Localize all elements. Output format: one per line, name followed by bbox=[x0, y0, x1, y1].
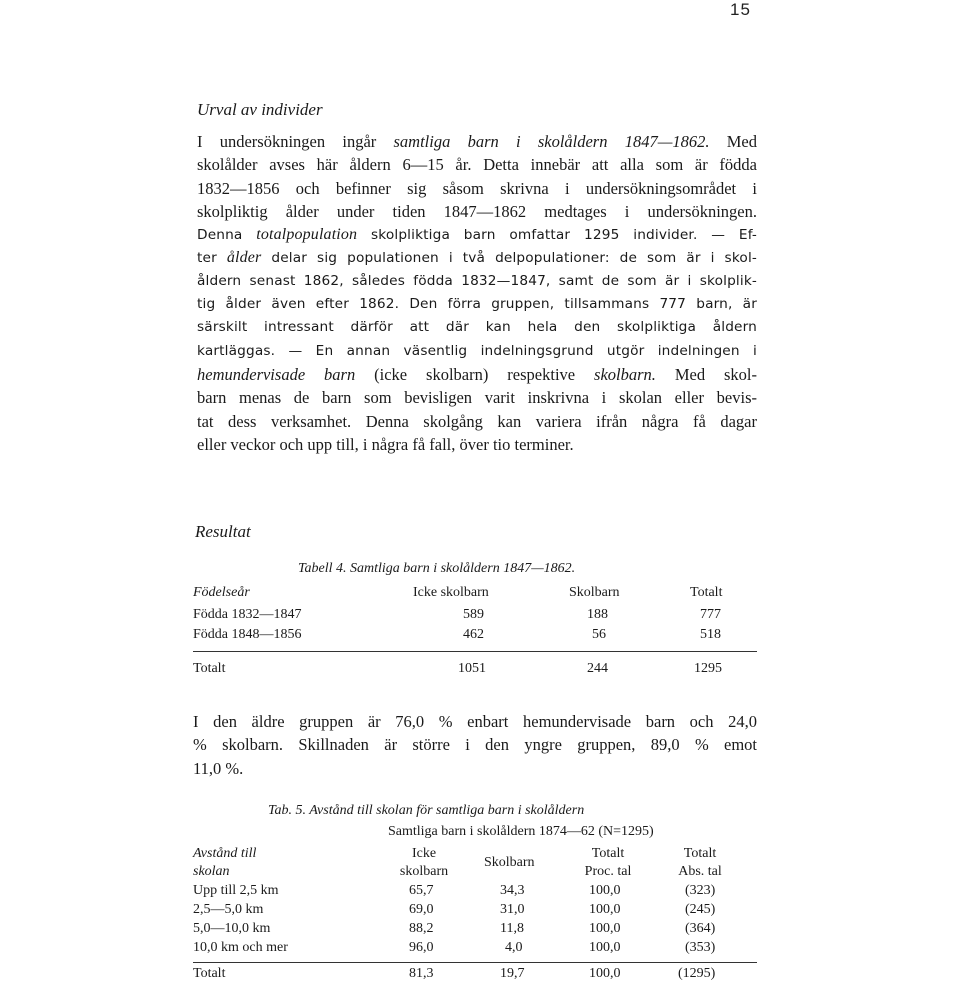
table-header-cell: Totalt bbox=[591, 846, 625, 861]
table-total-cell: 1051 bbox=[458, 661, 486, 676]
paragraph-line: barn menas de barn som bevisligen varit inskrivna i skolan eller bevis- bbox=[197, 388, 757, 408]
table-header-cell: Avstånd till bbox=[193, 846, 257, 861]
paragraph-line: särskilt intressant därför att där kan hela den skolpliktiga åldern bbox=[197, 319, 757, 336]
paragraph-line: skolpliktig ålder under tiden 1847—1862 medtages i undersökningen. bbox=[197, 201, 757, 221]
table-group-header: Samtliga barn i skolåldern 1874—62 (N=1295) bbox=[388, 824, 654, 839]
table-cell: 69,0 bbox=[409, 902, 434, 917]
table-header-cell: Proc. tal bbox=[584, 864, 632, 879]
table-total-cell: 244 bbox=[587, 661, 608, 676]
table-cell: Upp till 2,5 km bbox=[193, 883, 279, 898]
paragraph-line: % skolbarn. Skillnaden är större i den yngre gruppen, 89,0 % emot bbox=[193, 735, 757, 755]
table-cell: 188 bbox=[587, 607, 608, 622]
paragraph-line: tat dess verksamhet. Denna skolgång kan variera ifrån några få dagar bbox=[197, 411, 757, 431]
table-total-cell: 81,3 bbox=[409, 966, 434, 981]
table-cell: 518 bbox=[700, 627, 721, 642]
table-cell: 4,0 bbox=[505, 940, 523, 955]
table-header-cell: Skolbarn bbox=[484, 855, 535, 870]
paragraph-line: 11,0 %. bbox=[193, 758, 244, 778]
paragraph-line: I undersökningen ingår samtliga barn i skolåldern 1847—1862. Med bbox=[197, 132, 757, 151]
table-cell: Födda 1848—1856 bbox=[193, 627, 302, 642]
table-cell: 589 bbox=[463, 607, 484, 622]
table-cell: 2,5—5,0 km bbox=[193, 902, 264, 917]
page-number: 15 bbox=[730, 0, 751, 19]
table-cell: 88,2 bbox=[409, 921, 434, 936]
table-cell: 65,7 bbox=[409, 883, 434, 898]
table-header-cell: Födelseår bbox=[193, 585, 250, 600]
table-cell: 10,0 km och mer bbox=[193, 940, 288, 955]
table-header-cell: skolbarn bbox=[399, 864, 449, 879]
paragraph-urval bbox=[197, 130, 757, 456]
paragraph-line: åldern senast 1862, således födda 1832—1847, samt de som är i skolplik- bbox=[197, 272, 757, 289]
paragraph-line: hemundervisade barn (icke skolbarn) respektive skolbarn. Med skol- bbox=[197, 364, 757, 384]
table-total-cell: Totalt bbox=[193, 661, 226, 676]
table-total-cell: 100,0 bbox=[589, 966, 621, 981]
table-cell: 462 bbox=[463, 627, 484, 642]
table-cell: 34,3 bbox=[500, 883, 525, 898]
table-cell: 11,8 bbox=[500, 921, 524, 936]
table-cell: 56 bbox=[592, 627, 606, 642]
table-header-cell: Totalt bbox=[683, 846, 717, 861]
table-header-cell: Icke skolbarn bbox=[413, 585, 489, 600]
table-header-cell: Icke bbox=[411, 846, 437, 861]
table-header-cell: Totalt bbox=[690, 585, 723, 600]
table-cell: Födda 1832—1847 bbox=[193, 607, 302, 622]
table-cell: (245) bbox=[685, 902, 716, 917]
paragraph-line: eller veckor och upp till, i några få fall, över tio terminer. bbox=[197, 434, 574, 454]
table-cell: 100,0 bbox=[589, 940, 621, 955]
table-cell: (364) bbox=[685, 921, 716, 936]
table-cell: 777 bbox=[700, 607, 721, 622]
section-heading-resultat: Resultat bbox=[195, 522, 251, 541]
section-heading-urval: Urval av individer bbox=[197, 100, 323, 119]
paragraph-line: kartläggas. — En annan väsentlig indelningsgrund utgör indelningen i bbox=[197, 342, 757, 359]
table-cell: 5,0—10,0 km bbox=[193, 921, 271, 936]
table-cell: (323) bbox=[685, 883, 716, 898]
table-header-cell: Abs. tal bbox=[678, 864, 722, 879]
table-header-cell: skolan bbox=[193, 864, 230, 879]
table-total-cell: 1295 bbox=[694, 661, 722, 676]
paragraph-line: skolålder avses här åldern 6—15 år. Detta innebär att alla som är födda bbox=[197, 155, 757, 175]
table-header-cell: Skolbarn bbox=[569, 585, 620, 600]
table-rule bbox=[193, 651, 757, 652]
table-cell: 100,0 bbox=[589, 921, 621, 936]
table-cell: (353) bbox=[685, 940, 716, 955]
table-cell: 31,0 bbox=[500, 902, 525, 917]
table-total-cell: 19,7 bbox=[500, 966, 525, 981]
table-cell: 96,0 bbox=[409, 940, 434, 955]
paragraph-line: 1832—1856 och befinner sig såsom skrivna i undersökningsområdet i bbox=[197, 178, 757, 198]
paragraph-line: ter ålder delar sig populationen i två delpopulationer: de som är i skol- bbox=[197, 249, 757, 267]
paragraph-line: tig ålder även efter 1862. Den förra gruppen, tillsammans 777 barn, är bbox=[197, 296, 757, 313]
table-caption: Tab. 5. Avstånd till skolan för samtliga barn i skolåldern bbox=[268, 803, 585, 818]
table-cell: 100,0 bbox=[589, 902, 621, 917]
table-total-cell: (1295) bbox=[678, 966, 716, 981]
table-cell: 100,0 bbox=[589, 883, 621, 898]
table-total-cell: Totalt bbox=[193, 966, 226, 981]
table-caption: Tabell 4. Samtliga barn i skolåldern 1847—1862. bbox=[298, 561, 576, 576]
table-rule bbox=[193, 962, 757, 963]
paragraph-line: Denna totalpopulation skolpliktiga barn omfattar 1295 individer. — Ef- bbox=[197, 226, 758, 244]
paragraph-line: I den äldre gruppen är 76,0 % enbart hemundervisade barn och 24,0 bbox=[193, 712, 757, 731]
paragraph-resultat bbox=[193, 710, 757, 780]
